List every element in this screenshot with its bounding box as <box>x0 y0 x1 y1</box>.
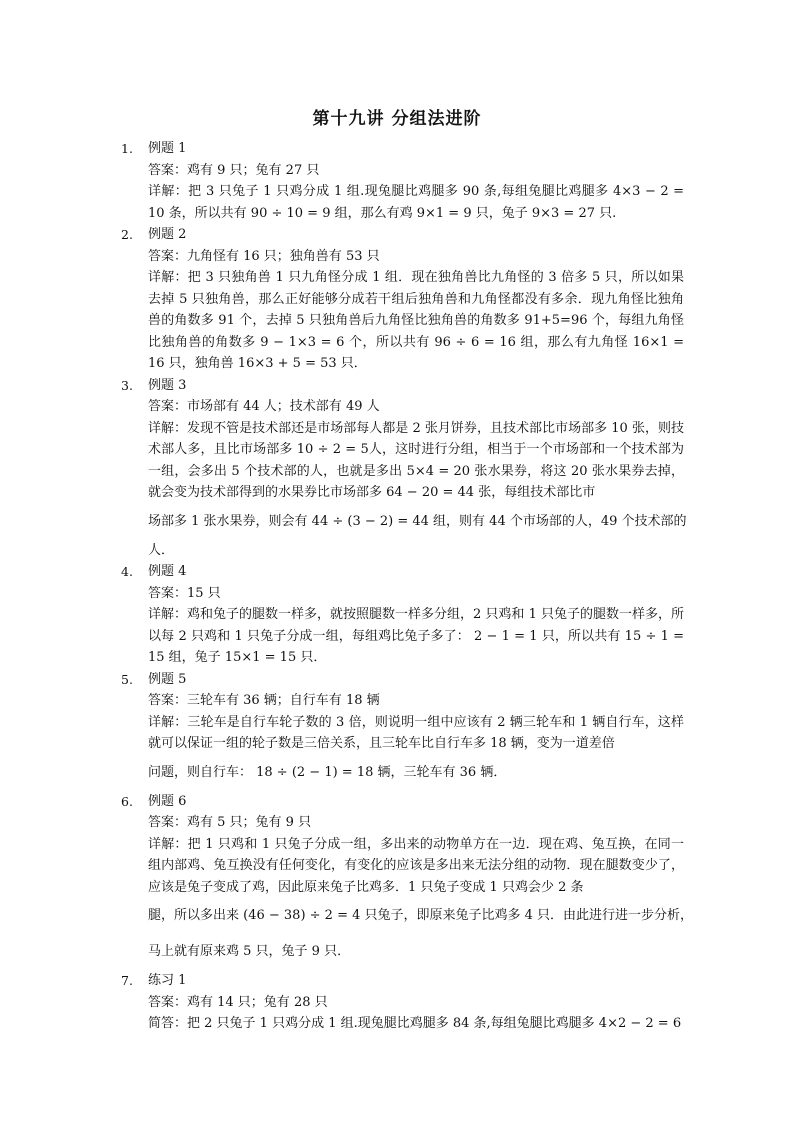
item-detail-formula: 场部多 1 张水果券，则会有 44 ÷ (3 − 2) = 44 组，则有 44 个市场部的人，49 个技术部的 <box>148 513 687 529</box>
item-number: 5. <box>121 671 133 687</box>
item-number: 1. <box>121 141 133 156</box>
page-title: 第十九讲 分组法进阶 <box>312 109 482 129</box>
item-answer: 答案：鸡有 5 只；兔有 9 只 <box>148 815 312 830</box>
item-number: 7. <box>121 973 133 988</box>
list-item-3 <box>0 375 794 562</box>
item-heading: 例题 1 <box>148 141 187 156</box>
item-number: 3. <box>121 377 133 393</box>
item-answer: 答案：鸡有 9 只；兔有 27 只 <box>148 162 320 178</box>
item-number: 6. <box>121 793 133 809</box>
list-item-2 <box>0 224 794 375</box>
item-heading: 例题 6 <box>148 793 187 809</box>
item-number: 4. <box>121 564 133 579</box>
item-number: 2. <box>121 227 133 242</box>
item-detail-end: 马上就有原来鸡 5 只，兔子 9 只． <box>148 944 351 959</box>
item-answer: 答案：市场部有 44 人；技术部有 49 人 <box>148 399 380 414</box>
item-heading: 例题 2 <box>148 227 187 242</box>
item-answer: 答案：九角怪有 16 只；独角兽有 53 只 <box>148 248 380 264</box>
item-detail-end: 人． <box>148 542 175 558</box>
item-heading: 例题 4 <box>148 564 187 579</box>
item-detail: 详解：三轮车是自行车轮子数的 3 倍，则说明一组中应该有 2 辆三轮车和 1 辆自行车，这样就可以保证一组的轮子数是三倍关系，且三轮车比自行车多 18 辆，变为一道差倍 <box>148 714 684 751</box>
item-detail: 详解：鸡和兔子的腿数一样多，就按照腿数一样多分组，2 只鸡和 1 只兔子的腿数一样多，所以每 2 只鸡和 1 只兔子分成一组，每组鸡比兔子多了： 2 − 1 = 1 只，所以共有 15 ÷ 1 = 15 组，兔子 15×1 = 15 只． <box>148 607 684 665</box>
item-answer: 答案：三轮车有 36 辆；自行车有 18 辆 <box>148 693 380 708</box>
item-detail: 详解：发现不管是技术部还是市场部每人都是 2 张月饼券，且技术部比市场部多 10 张，则技术部人多，且比市场部多 10 ÷ 2 = 5人，这时进行分组，相当于一个市场部和一个技术部为一组，会多出 5 个技术部的人，也就是多出 5×4 = 20 张水果券，将这 20 张水果券去掉，就会变为技术部得到的水果券比市场部多 64 − 20 = 44 张，每组技术部比市 <box>148 420 684 500</box>
item-detail: 详解：把 1 只鸡和 1 只兔子分成一组，多出来的动物单方在一边．现在鸡、兔互换，在同一组内部鸡、兔互换没有任何变化，有变化的应该是多出来无法分组的动物．现在腿数变少了，应该是兔子变成了鸡，因此原来兔子比鸡多．1 只兔子变成 1 只鸡会少 2 条 <box>148 836 684 895</box>
list-item-7 <box>0 970 794 1035</box>
answer-list <box>0 138 794 1035</box>
item-detail-formula: 腿，所以多出来 (46 − 38) ÷ 2 = 4 只兔子，即原来兔子比鸡多 4 只．由此进行进一步分析， <box>148 908 694 923</box>
item-heading: 练习 1 <box>148 973 187 988</box>
item-detail-formula: 问题，则自行车： 18 ÷ (2 − 1) = 18 辆，三轮车有 36 辆． <box>148 764 507 780</box>
list-item-1 <box>0 138 794 224</box>
list-item-5 <box>0 669 794 791</box>
item-detail: 简答：把 2 只兔子 1 只鸡分成 1 组.现兔腿比鸡腿多 84 条,每组兔腿比鸡腿多 4×2 − 2 = 6 <box>148 1016 682 1031</box>
item-heading: 例题 5 <box>148 671 187 687</box>
item-heading: 例题 3 <box>148 377 187 393</box>
item-answer: 答案：15 只 <box>148 585 221 601</box>
list-item-4 <box>0 561 794 669</box>
item-detail: 详解：把 3 只兔子 1 只鸡分成 1 组.现兔腿比鸡腿多 90 条,每组兔腿比鸡腿多 4×3 − 2 = 10 条，所以共有 90 ÷ 10 = 9 组，那么有鸡 9×1 = 9 只，兔子 9×3 = 27 只. <box>148 184 684 221</box>
list-item-6 <box>0 791 794 971</box>
item-answer: 答案：鸡有 14 只；兔有 28 只 <box>148 994 328 1010</box>
item-detail: 详解：把 3 只独角兽 1 只九角怪分成 1 组．现在独角兽比九角怪的 3 倍多 5 只，所以如果去掉 5 只独角兽，那么正好能够分成若干组后独角兽和九角怪都没有多余．现九角怪比独角兽的角数多 91 个，去掉 5 只独角兽后九角怪比独角兽的角数多 91+5=96 个，每组九角怪比独角兽的角数多 9 − 1×3 = 6 个，所以共有 96 ÷ 6 = 16 组，那么有九角怪 16×1 = 16 只，独角兽 16×3 + 5 = 53 只． <box>148 270 684 371</box>
